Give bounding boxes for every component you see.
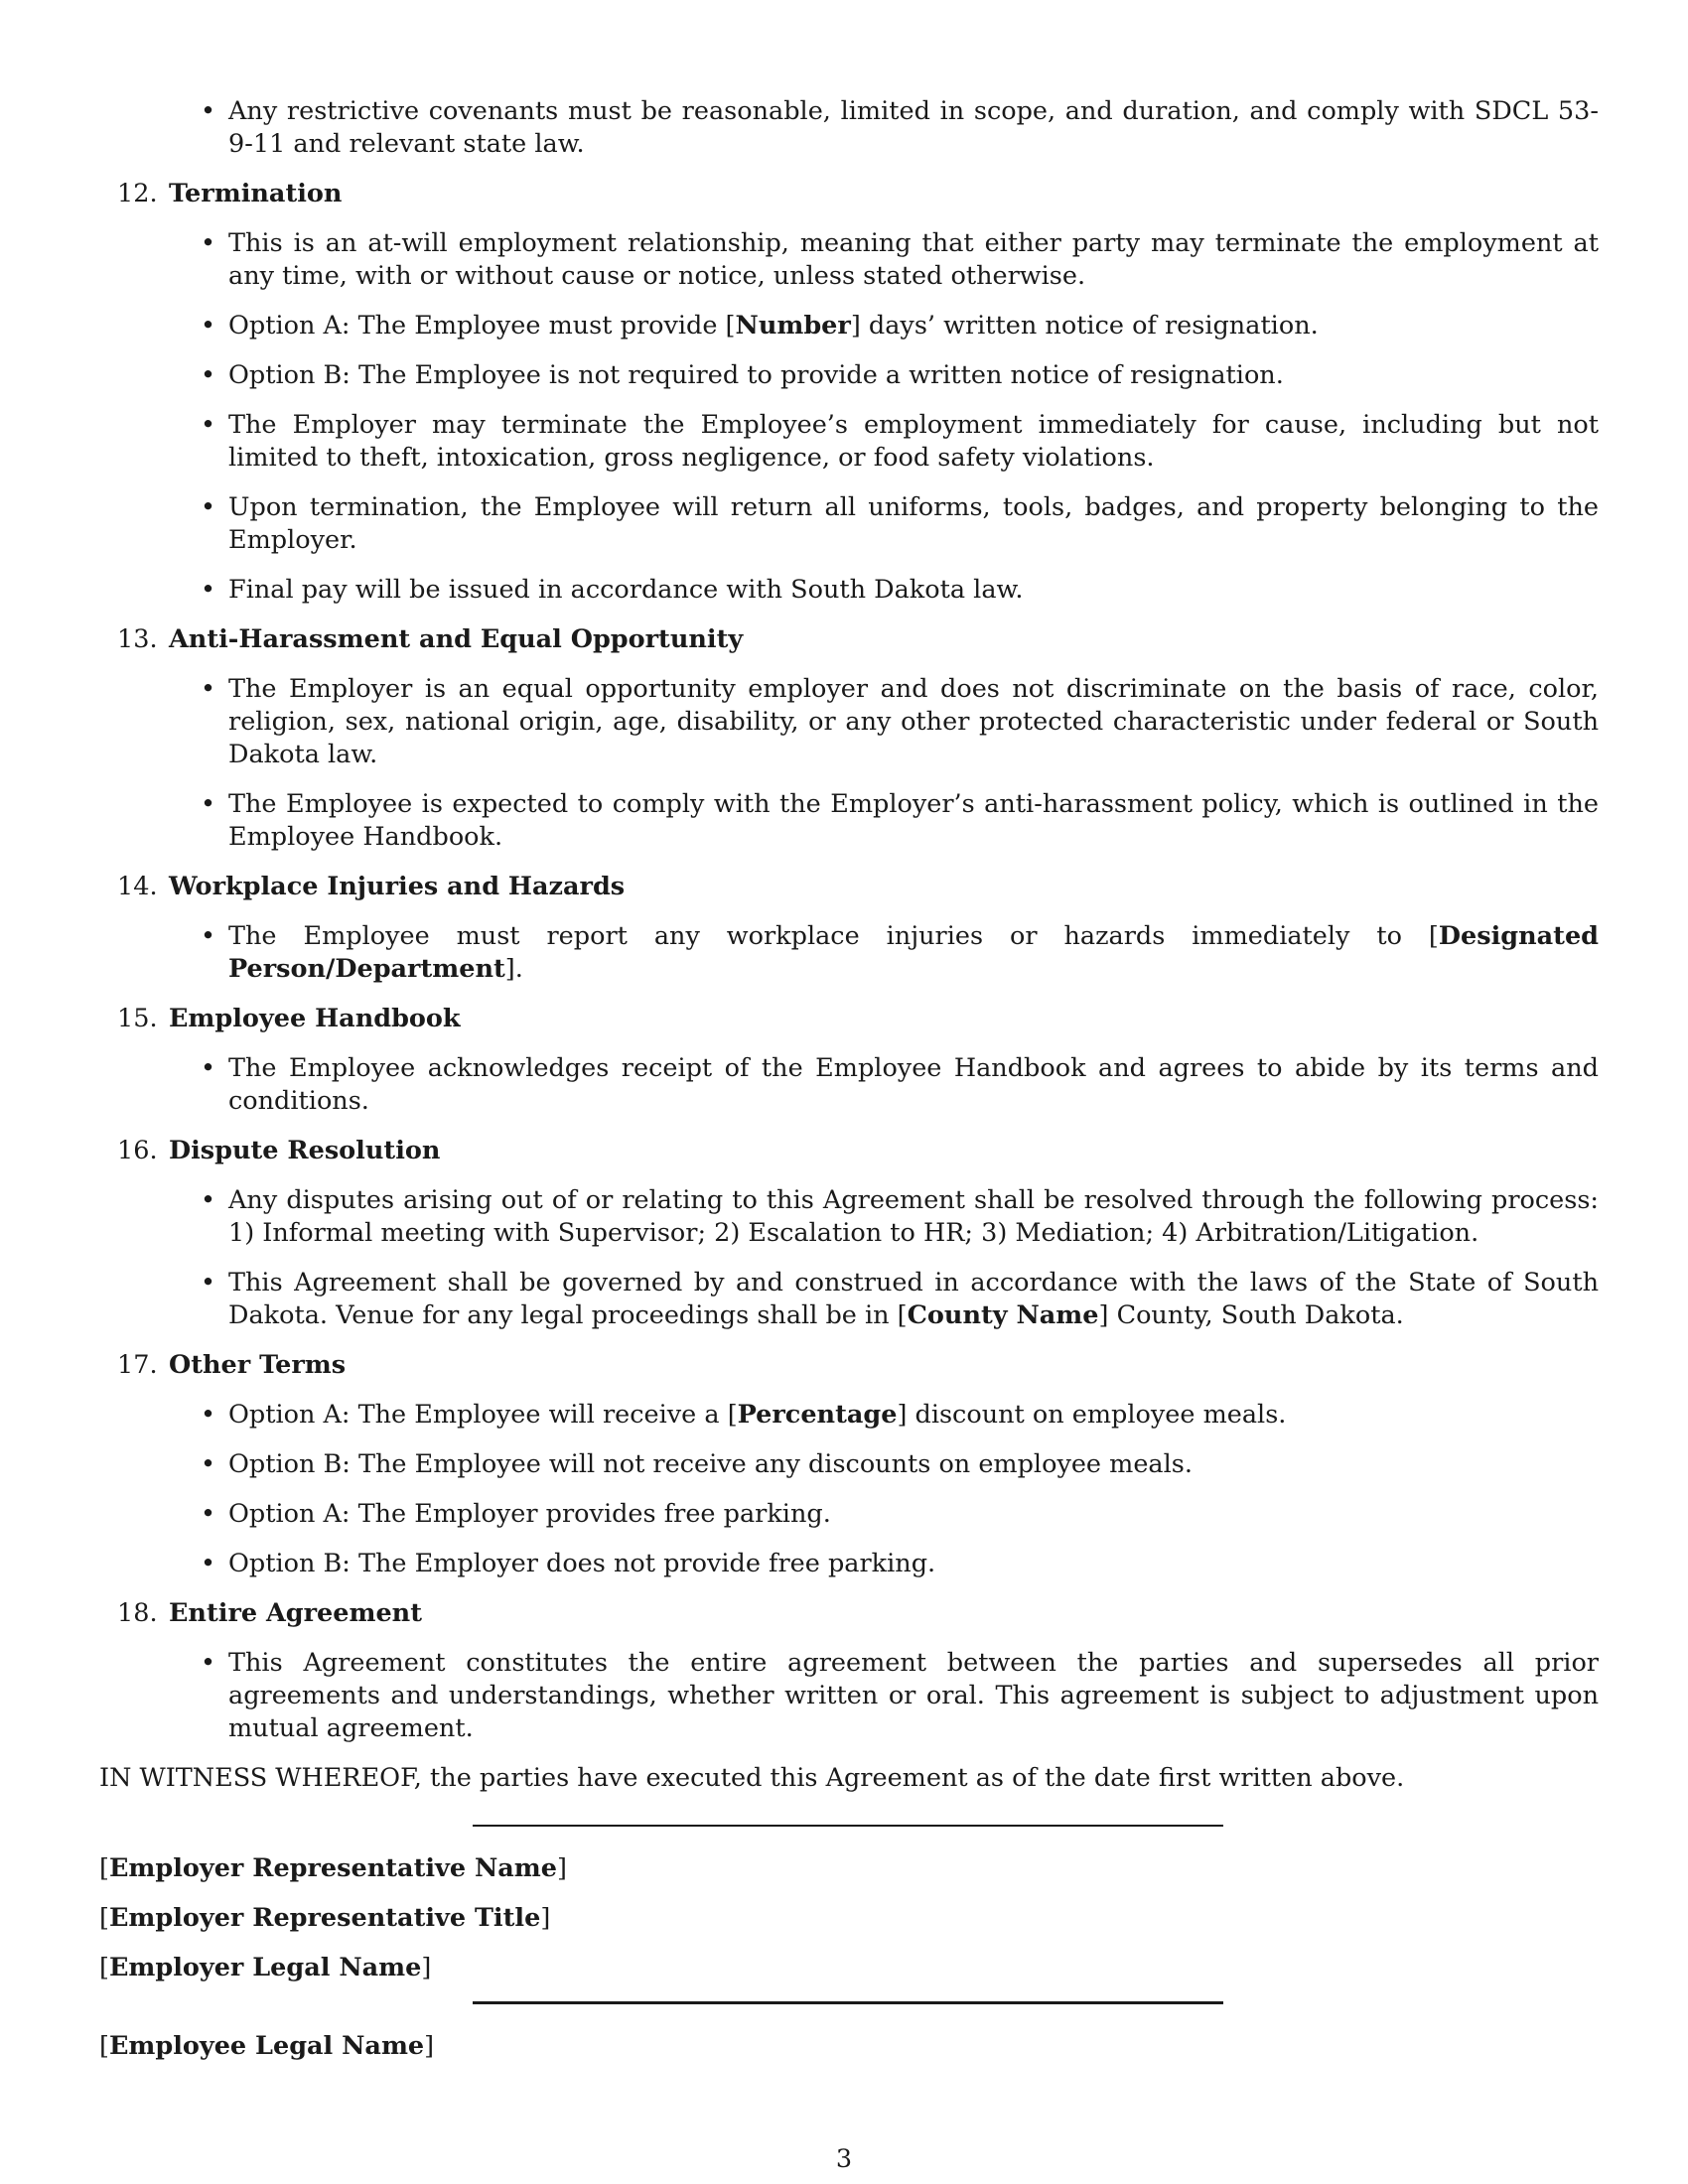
bullet-text: ] days’ written notice of resignation. — [850, 311, 1319, 341]
signature-label — [99, 2030, 1599, 2063]
section-number: 16. — [117, 1136, 158, 1165]
bullet-item — [99, 574, 1599, 607]
bullet-text: The Employer may terminate the Employee’s employment immediately for cause, including but not limited to theft, intoxication, gross negligence, or food safety violations. — [228, 410, 1599, 473]
section-heading — [99, 178, 1599, 210]
bullet-text: Option B: The Employee is not required to provide a written notice of resignation. — [228, 360, 1284, 390]
section-title: Anti-Harassment and Equal Opportunity — [169, 624, 744, 654]
bullet-item — [99, 1399, 1599, 1432]
signature-field-name: Employee Legal Name — [108, 2031, 425, 2061]
bullet-text: Option B: The Employee will not receive any discounts on employee meals. — [228, 1449, 1193, 1479]
bullet-list — [99, 227, 1599, 607]
section-title: Dispute Resolution — [169, 1136, 441, 1165]
bullet-list — [99, 1647, 1599, 1745]
bullet-text: The Employee is expected to comply with the Employer’s anti-harassment policy, which is outlined in the Employee Handbook. — [228, 789, 1599, 852]
bullet-text: The Employer is an equal opportunity employer and does not discriminate on the basis of race, color, religion, sex, national origin, age, disability, or any other protected characteristic under federal or South Dakota law. — [228, 674, 1599, 769]
sections-container — [99, 178, 1599, 1745]
placeholder-field: Percentage — [737, 1400, 898, 1430]
bullet-list — [99, 1399, 1599, 1580]
placeholder-field: Designated Person/Department — [228, 921, 1599, 984]
bracket: [ — [99, 2031, 109, 2061]
placeholder-field: County Name — [907, 1300, 1099, 1330]
bullet-item — [99, 409, 1599, 475]
employee-signature-block — [99, 2030, 1599, 2063]
section-heading — [99, 1597, 1599, 1630]
bullet-text: Option A: The Employer provides free parking. — [228, 1499, 831, 1529]
section — [99, 1135, 1599, 1332]
section — [99, 178, 1599, 607]
bracket: ] — [557, 1853, 567, 1883]
section-number: 17. — [117, 1350, 158, 1380]
section-title: Entire Agreement — [169, 1598, 422, 1628]
bracket: [ — [99, 1953, 109, 1982]
section — [99, 871, 1599, 986]
intro-bullet-list — [99, 95, 1599, 161]
bullet-text: This is an at-will employment relationship, meaning that either party may terminate the employment at any time, with or without cause or notice, unless stated otherwise. — [228, 228, 1599, 291]
bullet-item — [99, 1498, 1599, 1531]
section-heading — [99, 1349, 1599, 1382]
bullet-item — [99, 1052, 1599, 1118]
bullet-item — [99, 788, 1599, 854]
bullet-text: The Employee must report any workplace injuries or hazards immediately to [ — [228, 921, 1439, 951]
placeholder-field: Number — [735, 311, 851, 341]
section-number: 18. — [117, 1598, 158, 1628]
section — [99, 1349, 1599, 1580]
bullet-item — [99, 1448, 1599, 1481]
bracket: [ — [99, 1903, 109, 1933]
signature-field-name: Employer Legal Name — [108, 1953, 422, 1982]
bracket: ] — [424, 2031, 435, 2061]
bullet-item — [99, 359, 1599, 392]
bullet-text: This Agreement constitutes the entire agreement between the parties and supersedes all prior agreements and understandings, whether written or oral. This agreement is subject to adjustment upon mutual agreement. — [228, 1648, 1599, 1743]
bracket: ] — [421, 1953, 432, 1982]
bullet-list — [99, 1052, 1599, 1118]
bullet-item — [99, 920, 1599, 986]
section — [99, 1003, 1599, 1118]
bullet-text: ]. — [504, 954, 523, 984]
bullet-text: The Employee acknowledges receipt of the Employee Handbook and agrees to abide by its terms and conditions. — [228, 1053, 1599, 1116]
bracket: [ — [99, 1853, 109, 1883]
bullet-text: ] County, South Dakota. — [1098, 1300, 1404, 1330]
signature-label — [99, 1902, 1599, 1935]
bullet-item — [99, 673, 1599, 771]
section — [99, 623, 1599, 854]
bullet-item — [99, 1548, 1599, 1580]
bullet-item — [99, 310, 1599, 342]
employer-signature-block — [99, 1852, 1599, 1984]
bullet-text: Option B: The Employer does not provide free parking. — [228, 1549, 936, 1578]
section-heading — [99, 871, 1599, 903]
bullet-item: • Any restrictive covenants must be reasonable, limited in scope, and duration, and comply with SDCL 53-9-11 and relevant state law. — [99, 95, 1599, 161]
signature-field-name: Employer Representative Title — [108, 1903, 541, 1933]
section-title: Employee Handbook — [169, 1004, 461, 1033]
bullet-list — [99, 920, 1599, 986]
bullet-text: ] discount on employee meals. — [897, 1400, 1287, 1430]
bullet-text: Any disputes arising out of or relating to this Agreement shall be resolved through the following process: 1) Informal meeting with Supervisor; 2) Escalation to HR; 3) Mediation; 4) Arbitration/Litigation. — [228, 1185, 1599, 1248]
section-number: 15. — [117, 1004, 158, 1033]
signature-field-name: Employer Representative Name — [108, 1853, 557, 1883]
section-title: Termination — [169, 179, 343, 208]
page-number: 3 — [835, 2144, 853, 2174]
document-page — [99, 95, 1599, 2080]
bullet-item — [99, 1647, 1599, 1745]
bullet-item — [99, 491, 1599, 557]
employee-signature-line — [473, 2001, 1223, 2004]
section-title: Other Terms — [169, 1350, 347, 1380]
section-heading — [99, 1135, 1599, 1167]
section — [99, 1597, 1599, 1745]
employer-signature-line — [473, 1825, 1223, 1827]
section-heading — [99, 1003, 1599, 1035]
section-heading — [99, 623, 1599, 656]
section-number: 14. — [117, 872, 158, 901]
section-number: 12. — [117, 179, 158, 208]
section-title: Workplace Injuries and Hazards — [169, 872, 626, 901]
bullet-text: Final pay will be issued in accordance with South Dakota law. — [228, 575, 1024, 605]
section-number: 13. — [117, 624, 158, 654]
bullet-text: Option A: The Employee will receive a [ — [228, 1400, 738, 1430]
bullet-text: Option A: The Employee must provide [ — [228, 311, 736, 341]
bullet-item — [99, 1184, 1599, 1250]
signature-label — [99, 1952, 1599, 1984]
bracket: ] — [540, 1903, 551, 1933]
bullet-item — [99, 1267, 1599, 1332]
bullet-list — [99, 1184, 1599, 1332]
bullet-item — [99, 227, 1599, 293]
witness-clause: IN WITNESS WHEREOF, the parties have executed this Agreement as of the date first written above. — [99, 1763, 1405, 1793]
signature-label — [99, 1852, 1599, 1885]
bullet-text: This Agreement shall be governed by and construed in accordance with the laws of the State of South Dakota. Venue for any legal proceedings shall be in [ — [228, 1268, 1599, 1330]
bullet-list — [99, 673, 1599, 854]
bullet-text: Upon termination, the Employee will return all uniforms, tools, badges, and property belonging to the Employer. — [228, 492, 1599, 555]
